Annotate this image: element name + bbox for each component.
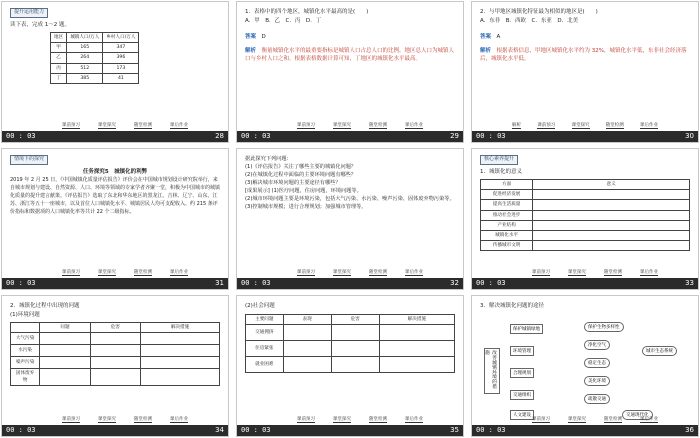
diagram-box: 交通组织 (510, 390, 534, 400)
slide-thumbnail-34[interactable] (1, 295, 229, 437)
table-row: 就业困难 (246, 356, 455, 372)
slide-nav (532, 269, 658, 276)
table-row: 城镇化水平 (481, 230, 690, 240)
section-tag: 核心素养提升 (480, 155, 518, 165)
table-row: 住房紧张 (246, 340, 455, 356)
nav-link[interactable]: 课后作业 (405, 123, 423, 128)
slide-nav (532, 416, 658, 423)
section-tag: 提升运用能力 (10, 8, 48, 18)
nav-link[interactable]: 课前预习 (537, 123, 556, 128)
table-row: 传播城市文明 (481, 240, 690, 250)
text-line: (2)城市环境问题主要是环境污染，包括大气污染、水污染、噪声污染、固体废弃物污染等。 (245, 196, 455, 203)
slide-nav (62, 416, 188, 423)
answer-value: D (261, 34, 266, 41)
table-row: 促进经济发展 (481, 190, 690, 200)
slide-body (10, 155, 220, 216)
text-line: (3)控制城市规模；进行合理规划；加强城市管理等。 (245, 204, 367, 211)
slide-duration: 00 : 03 (476, 279, 506, 287)
nav-link[interactable]: 随堂检测 (134, 417, 152, 422)
slide-nav (62, 269, 188, 276)
table-header: 危害 (90, 323, 140, 333)
slide-body (10, 302, 220, 386)
analysis-label: 解析 (480, 47, 492, 54)
slide-number: 28 (215, 132, 224, 140)
analysis-label: 解析 (245, 47, 257, 54)
section-tag: 情境下的探究 (10, 155, 48, 165)
slide-duration: 00 : 03 (241, 279, 271, 287)
answer-label: 答案 (480, 34, 492, 41)
answer-label: 答案 (245, 34, 257, 41)
case-text: 2019 年 2 月 25 日，《中国城镇化质量评估报告》评价会在中国城市规划设计研究院举行，来自城市规划与建设、自然资源、人口、环境等领域的专家学者齐聚一堂，积极为中国城市的城镇化质量的提升建言献策。《评估报告》选取了东北和华东地区的黑龙江、吉林、辽宁、山东、江苏、浙江等五十一座城市，以及首位人口城镇化水平、城镇居民人均可支配收入、约 215 条评价指标和数据项的人口城镇化率等共计 22 个二级指标。 (10, 177, 221, 216)
diagram-oval: 净化空气 (584, 340, 610, 350)
nav-link[interactable]: 课前预习 (62, 123, 80, 128)
slide-duration: 00 : 03 (476, 426, 506, 434)
nav-link[interactable]: 课后作业 (170, 123, 188, 128)
slide-body (245, 155, 455, 211)
slide-footer (472, 425, 698, 436)
slide-duration: 00 : 03 (6, 426, 36, 434)
slide-footer (2, 278, 228, 289)
slide-body (480, 155, 690, 251)
nav-link[interactable]: 课堂探究 (98, 417, 116, 422)
diagram-oval: 美化环境 (584, 376, 610, 386)
question-text: 1．表格中的四个地区，城镇化水平最高的是( ) (245, 9, 369, 15)
slide-number: 35 (450, 426, 459, 434)
nav-link[interactable]: 课前预习 (297, 123, 315, 128)
table-row: 提高生活质量 (481, 200, 690, 210)
slide-footer (237, 278, 463, 289)
diagram-box: 合理规划 (510, 368, 534, 378)
table-row: 固体废弃物 (11, 369, 220, 386)
nav-link[interactable]: 课堂探究 (571, 123, 590, 128)
table-row: 交通拥挤 (246, 324, 455, 340)
slide-duration: 00 : 03 (6, 279, 36, 287)
table-row: 甲 165 347 (51, 43, 139, 53)
table-row: 丙 512 173 (51, 63, 139, 73)
text-line: (1)《评估报告》关注了哪些主要的城镇化问题？ (245, 164, 357, 171)
slide-thumbnail-35[interactable] (236, 295, 464, 437)
slide-number: 33 (685, 279, 694, 287)
slide-nav (297, 416, 423, 423)
diagram-oval: 城市生态系统 (642, 346, 677, 356)
slide-number: 36 (685, 426, 694, 434)
analysis-text: 根据表格信息，甲地区城镇化水平约为 32%，城镇化水平低，东非社会经济落后，城镇化水平低。 (480, 47, 687, 63)
nav-link[interactable]: 随堂检测 (605, 123, 624, 128)
nav-link[interactable]: 课前预习 (297, 270, 315, 275)
slide-nav (62, 122, 188, 129)
slide-body (480, 8, 690, 64)
nav-link[interactable]: 随堂检测 (369, 123, 387, 128)
social-issues-table (245, 314, 455, 373)
slide-number: 29 (450, 132, 459, 140)
question-options: A．东非 B．西欧 C．东亚 D．北美 (480, 17, 579, 24)
table-header: 问题 (40, 323, 90, 333)
nav-link[interactable]: 课堂探究 (333, 123, 351, 128)
text-line: [成果展示] (1)医疗问题，住房问题，环境问题等。 (245, 188, 362, 195)
slide-footer (2, 131, 228, 142)
slide-duration: 00 : 03 (476, 132, 506, 140)
nav-link[interactable]: 课堂探究 (333, 270, 351, 275)
slide-thumbnail-33[interactable] (471, 148, 699, 290)
nav-link[interactable]: 随堂检测 (604, 270, 622, 275)
diagram-oval: 稳定生态 (584, 358, 610, 368)
diagram-oval: 疏散交通 (584, 394, 610, 404)
table-header: 解决措施 (141, 323, 220, 333)
population-table (50, 32, 139, 84)
table-header: 意义 (533, 180, 690, 190)
analysis-text: 衡量城镇化水平的最重要指标是城镇人口占总人口的比例。地区总人口为城镇人口与乡村人口之和。根据表格数据计算可知，丁地区的城镇化水平最高。 (245, 47, 455, 63)
slide-thumbnail-36[interactable] (471, 295, 699, 437)
text-line: (3)解决城市环境问题的主要途径有哪些？ (245, 180, 341, 187)
slide-number: 31 (215, 279, 224, 287)
nav-link[interactable]: 课后作业 (640, 123, 658, 128)
nav-link[interactable]: 课堂探究 (333, 417, 351, 422)
table-header (11, 323, 40, 333)
slide-thumbnail-32[interactable] (236, 148, 464, 290)
question-text: 2．与甲地区城镇化特征最为相似的地区是( ) (480, 9, 598, 15)
slide-footer (237, 425, 463, 436)
slide-number: 30 (685, 132, 694, 140)
slide-thumbnail-29[interactable] (236, 1, 464, 143)
diagram-box: 保护城镇绿地 (510, 324, 543, 334)
nav-link[interactable]: 随堂检测 (134, 123, 152, 128)
slide-footer (2, 425, 228, 436)
nav-link[interactable]: 随堂检测 (134, 270, 152, 275)
diagram-box: 人文建设 (510, 410, 534, 420)
nav-link[interactable]: 课堂探究 (568, 270, 586, 275)
significance-table (480, 179, 690, 251)
nav-link[interactable]: 课前预习 (532, 417, 550, 422)
slide-body (10, 8, 220, 84)
environment-issues-table (10, 322, 220, 386)
nav-link[interactable]: 课堂探究 (98, 123, 116, 128)
answer-value: A (496, 34, 501, 41)
nav-link[interactable]: 课后作业 (640, 270, 658, 275)
slide-subheading: (1)环境问题 (10, 311, 40, 318)
table-header: 乡村人口/万人 (103, 33, 139, 43)
slide-duration: 00 : 03 (6, 132, 36, 140)
slide-thumbnail-28[interactable] (1, 1, 229, 143)
table-row: 水污染 (11, 345, 220, 357)
slide-thumbnail-30[interactable] (471, 1, 699, 143)
slide-number: 32 (450, 279, 459, 287)
table-row: 大气污染 (11, 333, 220, 345)
diagram-oval: 交通现代化 (622, 410, 653, 420)
question-options: A．甲 B．乙 C．丙 D．丁 (245, 17, 322, 24)
nav-link[interactable]: 课后作业 (170, 270, 188, 275)
diagram-oval: 保护生物多样性 (584, 322, 624, 332)
slide-nav (297, 269, 423, 276)
slide-footer (472, 278, 698, 289)
table-row: 丁 385 41 (51, 73, 139, 83)
table-header: 危害 (331, 314, 379, 324)
table-header: 地区 (51, 33, 67, 43)
slide-number: 34 (215, 426, 224, 434)
slide-heading: 1．城镇化的意义 (480, 168, 522, 175)
text-line: 据此探究下列问题： (245, 156, 292, 162)
slide-title: 任务探究5 城镇化的利弊 (82, 168, 148, 175)
nav-link[interactable]: 课前预习 (62, 270, 80, 275)
slide-nav (512, 122, 658, 129)
nav-link[interactable]: 随堂检测 (369, 270, 387, 275)
slide-thumbnail-31[interactable] (1, 148, 229, 290)
table-row: 推动社会进步 (481, 210, 690, 220)
table-row: 产业结构 (481, 220, 690, 230)
table-header: 解决措施 (379, 314, 454, 324)
table-row: 噪声污染 (11, 357, 220, 369)
slide-subheading: (2)社会问题 (245, 303, 275, 309)
slide-footer (237, 131, 463, 142)
slide-duration: 00 : 03 (241, 426, 271, 434)
nav-link[interactable]: 课堂探究 (98, 270, 116, 275)
table-header: 城镇人口/万人 (67, 33, 103, 43)
slide-heading: 2．城镇化过程中出现的问题 (10, 303, 80, 309)
table-header: 主要问题 (246, 314, 284, 324)
nav-link[interactable]: 课后作业 (405, 417, 423, 422)
nav-link[interactable]: 课前预习 (532, 270, 550, 275)
nav-link[interactable]: 课后作业 (640, 417, 658, 422)
slide-footer (472, 131, 698, 142)
diagram-box: 环境管理 (510, 346, 534, 356)
slide-heading: 3．解决城镇化问题的途径 (480, 303, 545, 309)
nav-link[interactable]: 课前预习 (62, 417, 80, 422)
slide-body (480, 302, 690, 311)
nav-link[interactable]: 课前预习 (297, 417, 315, 422)
table-header: 方面 (481, 180, 533, 190)
nav-link[interactable]: 解析 (512, 123, 521, 128)
slide-body (245, 302, 455, 373)
nav-link[interactable]: 课后作业 (170, 417, 188, 422)
nav-link[interactable]: 课后作业 (405, 270, 423, 275)
nav-link[interactable]: 随堂检测 (369, 417, 387, 422)
nav-link[interactable]: 课堂探究 (568, 417, 586, 422)
slide-body (245, 8, 455, 64)
text-line: (2)在城镇化过程中面临的主要环境问题有哪些？ (245, 172, 357, 179)
slide-intro: 读下表，完成 1～2 题。 (10, 21, 70, 28)
slide-nav (297, 122, 423, 129)
diagram-left-label: 改善城镇环境的措施 (484, 348, 500, 394)
slide-duration: 00 : 03 (241, 132, 271, 140)
nav-link[interactable]: 随堂检测 (604, 417, 622, 422)
table-row: 乙 264 396 (51, 53, 139, 63)
table-header: 表现 (283, 314, 331, 324)
